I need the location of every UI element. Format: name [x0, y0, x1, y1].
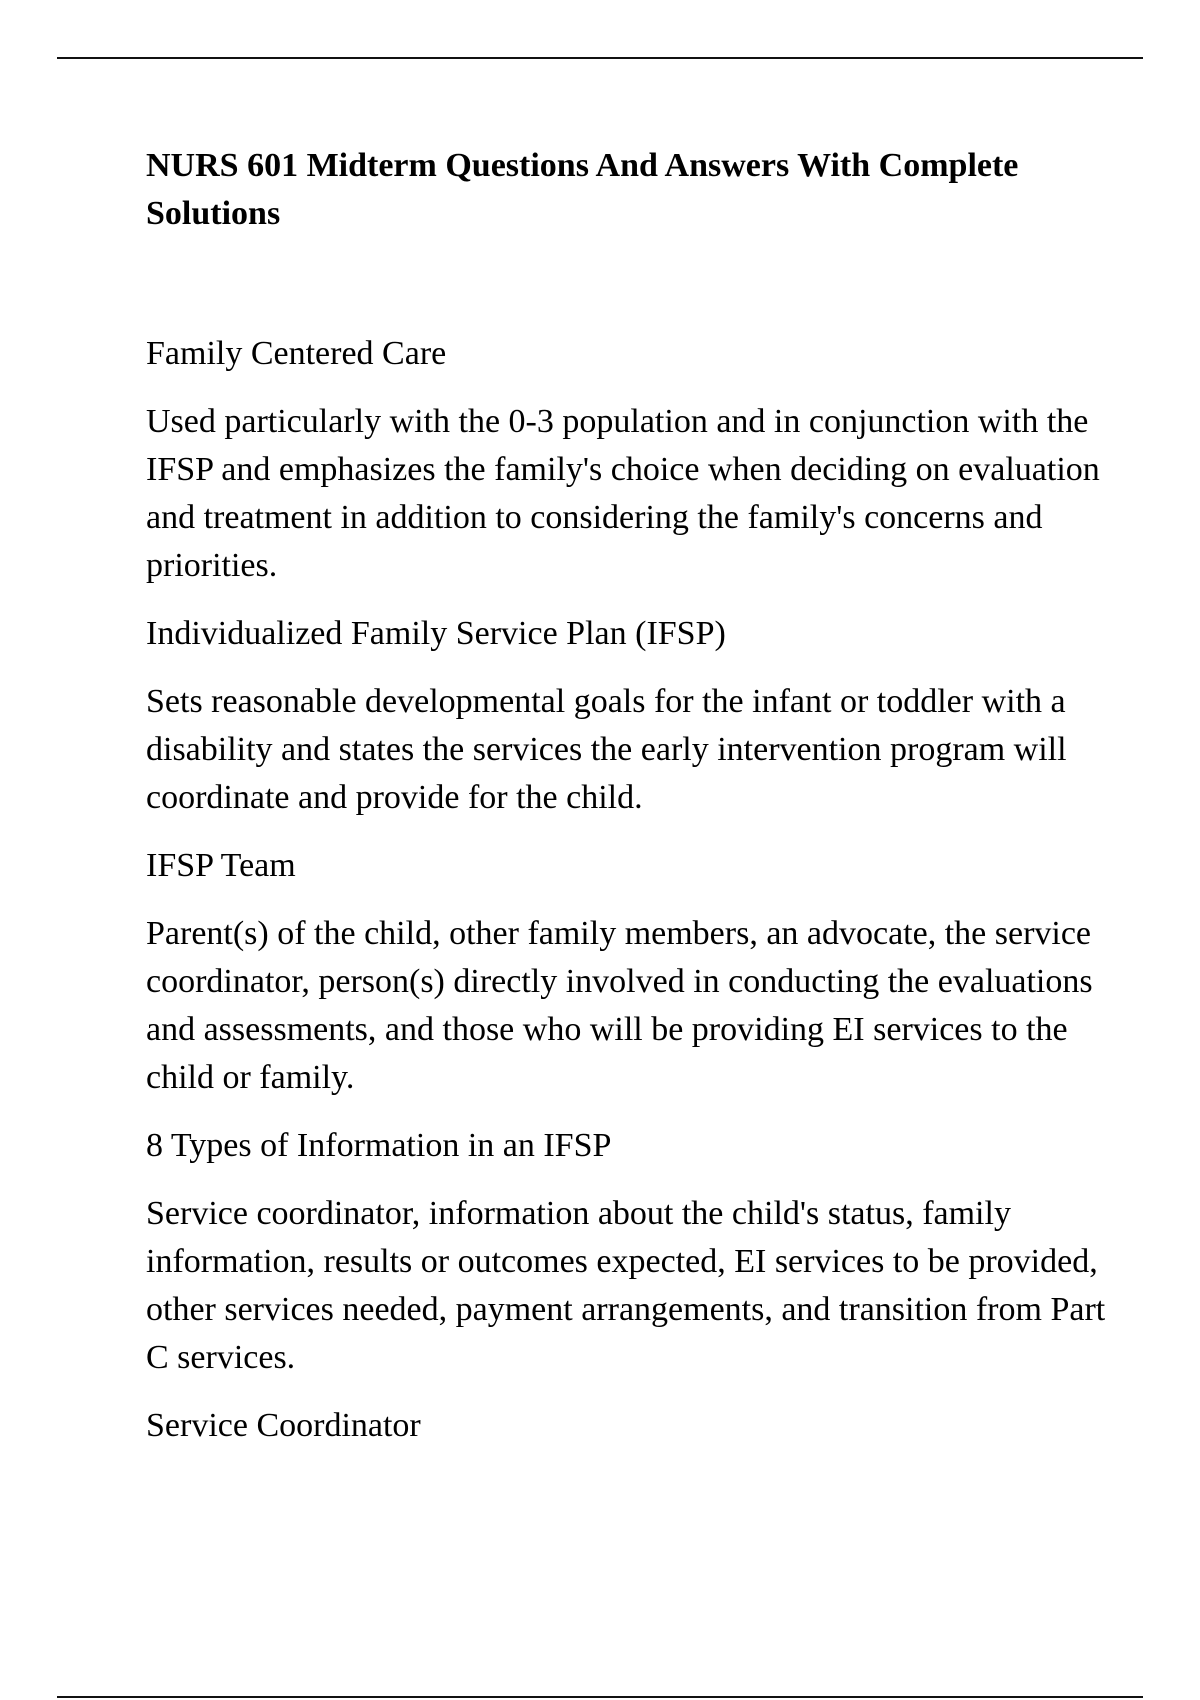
term-family-centered-care: Family Centered Care	[146, 335, 447, 372]
bottom-divider	[57, 1696, 1143, 1698]
term-ifsp: Individualized Family Service Plan (IFSP)	[146, 615, 726, 652]
term-ifsp-team: IFSP Team	[146, 847, 296, 884]
top-divider	[57, 57, 1143, 59]
document-title: NURS 601 Midterm Questions And Answers With Complete Solutions	[146, 147, 1019, 232]
definition-ifsp-team: Parent(s) of the child, other family members, an advocate, the service coordinator, person(s) directly involved in conducting the evaluations and assessments, and those who will be providing EI services to the child or family.	[146, 915, 1093, 1096]
term-list	[146, 330, 1106, 1450]
term-service-coordinator: Service Coordinator	[146, 1407, 421, 1444]
definition-ifsp: Sets reasonable developmental goals for the infant or toddler with a disability and states the services the early intervention program will coordinate and provide for the child.	[146, 683, 1067, 816]
definition-ifsp-information-types: Service coordinator, information about the child's status, family information, results or outcomes expected, EI services to be provided, other services needed, payment arrangements, and transition from Part C services.	[146, 1195, 1106, 1376]
term-ifsp-information-types: 8 Types of Information in an IFSP	[146, 1127, 612, 1164]
definition-family-centered-care: Used particularly with the 0-3 population and in conjunction with the IFSP and emphasizes the family's choice when deciding on evaluation and treatment in addition to considering the family's concerns and priorities.	[146, 403, 1100, 584]
